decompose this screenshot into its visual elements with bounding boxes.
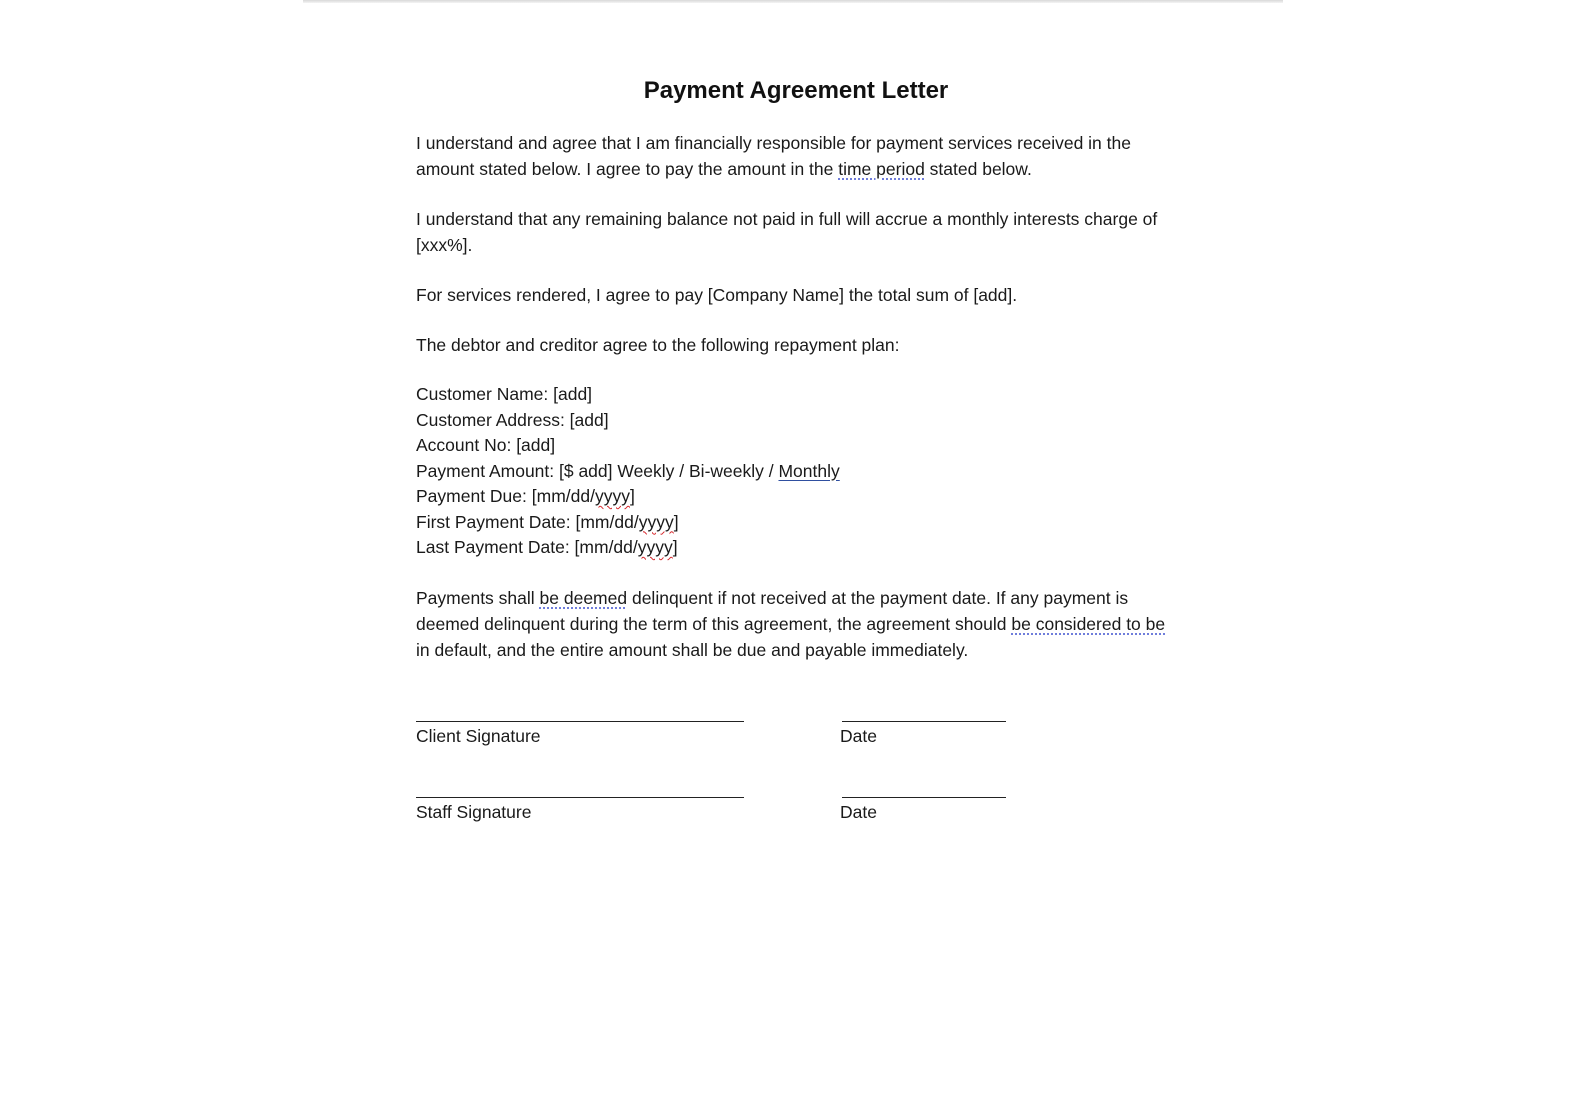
monthly-underlined[interactable]: Monthly — [778, 460, 840, 481]
para1-text: I understand and agree that I am financially responsible for payment services received in the amount stated below. I agree to pay the amount in the — [416, 133, 1131, 179]
account-no-field: Account No: [add] — [416, 435, 556, 455]
signature-block — [416, 700, 1176, 830]
staff-signature-label: Staff Signature — [416, 802, 532, 822]
client-signature-line[interactable] — [416, 721, 744, 722]
last-payment-text: Last Payment Date: [mm/dd/ — [416, 537, 638, 557]
staff-signature-line[interactable] — [416, 797, 744, 798]
page-top-edge — [303, 0, 1283, 3]
staff-date-label: Date — [840, 802, 877, 822]
document-title: Payment Agreement Letter — [643, 77, 949, 104]
document-body — [416, 74, 1176, 687]
staff-date-line[interactable] — [842, 797, 1006, 798]
customer-address-field: Customer Address: [add] — [416, 409, 609, 430]
spellcheck-flag-yyyy[interactable]: yyyy — [594, 486, 630, 506]
client-signature-label: Client Signature — [416, 726, 541, 746]
bracket: ] — [629, 486, 635, 506]
repayment-plan-paragraph: The debtor and creditor agree to the following repayment plan: — [416, 335, 900, 355]
customer-name-field: Customer Name: [add] — [416, 384, 593, 404]
bracket: ] — [673, 511, 679, 532]
spellcheck-flag-yyyy[interactable]: yyyy — [637, 537, 673, 557]
grammar-flag-be-considered[interactable]: be considered to be — [1011, 613, 1166, 634]
delinquency-paragraph — [416, 585, 1176, 663]
grammar-flag-be-deemed[interactable]: be deemed — [539, 587, 628, 608]
payment-due-text: Payment Due: [mm/dd/ — [416, 486, 595, 506]
responsibility-paragraph — [416, 130, 1176, 182]
first-payment-date-field — [416, 510, 1176, 536]
para5-text: Payments shall — [416, 587, 540, 608]
para1-text-end: stated below. — [924, 159, 1032, 179]
para5-text-end: in default, and the entire amount shall be due and payable immediately. — [416, 639, 969, 660]
repayment-fields — [416, 382, 1176, 561]
grammar-flag-time-period[interactable]: time period — [838, 159, 925, 179]
payment-amount-text: Payment Amount: [$ add] Weekly / Bi-weekly / — [416, 460, 779, 481]
interest-paragraph: I understand that any remaining balance not paid in full will accrue a monthly interests charge of [xxx%]. — [416, 209, 1158, 255]
para5-text-mid: delinquent if not received at the payment date. If any payment is deemed delinquent during the term of this agreement, the agreement should — [416, 587, 1129, 634]
payment-due-field — [416, 484, 1176, 510]
client-date-line[interactable] — [842, 721, 1006, 722]
services-paragraph: For services rendered, I agree to pay [Company Name] the total sum of [add]. — [416, 285, 1018, 305]
first-payment-text: First Payment Date: [mm/dd/ — [416, 511, 639, 532]
bracket: ] — [672, 537, 678, 557]
spellcheck-flag-yyyy[interactable]: yyyy — [638, 511, 674, 532]
payment-amount-field — [416, 459, 1176, 485]
client-date-label: Date — [840, 726, 877, 746]
last-payment-date-field — [416, 535, 1176, 561]
